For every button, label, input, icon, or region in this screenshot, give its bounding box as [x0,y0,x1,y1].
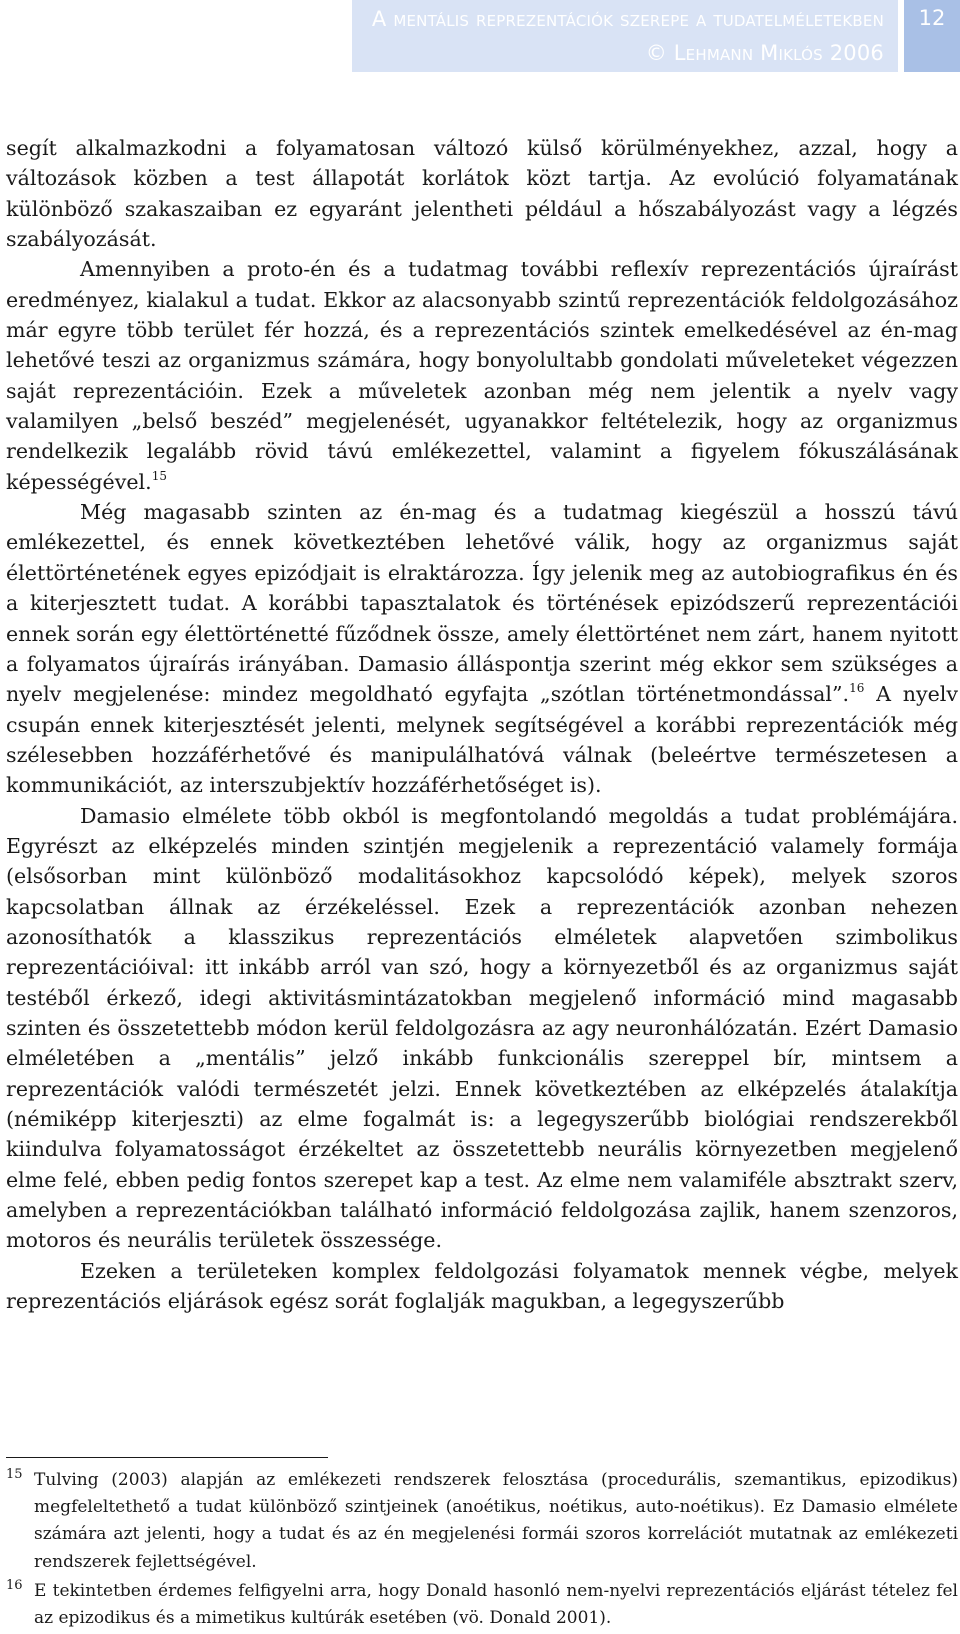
footnote-text: Tulving (2003) alapján az emlékezeti rendszerek felosztása (procedurális, szemantikus, epizodikus) megfeleltethető a tudat különböző szintjeinek (anoétikus, noétikus, auto-noétikus). Ez Damasio elmélete számára azt jelenti, hogy a tudat és az én megjelenési formái szoros korrelációt mutatnak az emlékezeti rendszerek fejlettségével. [34,1470,958,1572]
main-text [6,133,958,1316]
paragraph-4: Damasio elmélete több okból is megfontolandó megoldás a tudat problémájára. Egyrészt az elképzelés minden szintjén megjelenik a reprezentáció valamely formája (elsősorban mint különböző modalitásokhoz kapcsolódó képek), melyek szoros kapcsolatban állnak az érzékeléssel. Ezek a reprezentációk azonban nehezen azonosíthatók a klasszikus reprezentációs elméletek alapvetően szimbolikus reprezentációival: itt inkább arról van szó, hogy a környezetből és az organizmus saját testéből érkező, idegi aktivitásmintázatokban megjelenő információ mind magasabb szinten és összetettebb módon kerül feldolgozásra az agy neuronhálózatán. Ezért Damasio elméletében a „mentális” jelző inkább funkcionális szereppel bír, mintsem a reprezentációk valódi természetét jelzi. Ennek következtében az elképzelés átalakítja (némiképp kiterjeszti) az elme fogalmát is: a legegyszerűbb biológiai rendszerekből kiindulva folyamatosságot érzékeltet az összetettebb neurális környezetben megjelenő elme felé, ebben pedig fontos szerepet kap a test. Az elme nem valamiféle absztrakt szerv, amelyben a reprezentációkban található információ feldolgozása zajlik, hanem szenzoros, motoros és neurális területek összessége. [6,803,958,1253]
footnote-number: 16 [6,1577,23,1593]
header-text-block [352,0,898,72]
header-author: © Lehmann Miklós 2006 [645,41,884,65]
page-number: 12 [904,0,960,72]
footnote-text: E tekintetben érdemes felfigyelni arra, hogy Donald hasonló nem-nyelvi reprezentációs eljárást tételez fel az epizodikus és a mimetikus kultúrák esetében (vö. Donald 2001). [34,1580,958,1629]
footnotes [6,1467,958,1634]
paragraph-5: Ezeken a területeken komplex feldolgozási folyamatok mennek végbe, melyek reprezentációs eljárások egész sorát foglalják magukban, a legegyszerűbb [6,1258,958,1314]
paragraph-2-text: Amennyiben a proto-én és a tudatmag további reflexív reprezentációs újraírást eredményez, kialakul a tudat. Ekkor az alacsonyabb szintű reprezentációk feldolgozásához már egyre több terület fér hozzá, és a reprezentációs szintek emelkedésével az én-mag lehetővé teszi az organizmus számára, hogy bonyolultabb gondolati műveleteket végezzen saját reprezentációin. Ezek a műveletek azonban még nem jelentik a nyelv vagy valamilyen „belső beszéd” megjelenését, ugyanakkor feltételezik, hogy az organizmus rendelkezik legalább rövid távú emlékezettel, valamint a figyelem fókuszálásának képességével. [6,257,958,494]
paragraph-2 [6,254,958,497]
paragraph-3-text-a: Még magasabb szinten az én-mag és a tudatmag kiegészül a hosszú távú emlékezettel, és ennek következtében lehetővé válik, hogy az organizmus saját élettörténetének egyes epizódjait is elraktározza. Így jelenik meg az autobiografikus én és a kiterjesztett tudat. A korábbi tapasztalatok és történések epizódszerű reprezentációi ennek során egy élettörténetté fűződnek össze, amely élettörténet nem zárt, hanem nyitott a folyamatos újraírás irányában. Damasio álláspontja szerint még ekkor sem szükséges a nyelv megjelenése: mindez megoldható egyfajta „szótlan történetmondással”. [6,500,958,707]
header-title: A mentális reprezentációk szerepe a tudatelméletekben [371,7,884,31]
footnote-16 [6,1578,958,1632]
footnote-number: 15 [6,1467,23,1482]
paragraph-3-text-b: A nyelv csupán ennek kiterjesztését jelenti, melynek segítségével a korábbi reprezentációk még szélesebben hozzáférhetővé és manipulálhatóvá válnak (beleértve természetesen a kommunikációt, az interszubjektív hozzáférhetőséget is). [6,682,959,798]
footnote-ref-16: 16 [849,681,865,696]
paragraph-1: segít alkalmazkodni a folyamatosan változó külső körülményekhez, azzal, hogy a változások közben a test állapotát korlátok közt tartja. Az evolúció folyamatának különböző szakaszaiban ez egyaránt jelentheti például a hőszabályozást vagy a légzés szabályozását. [6,136,958,252]
footnote-separator [6,1457,328,1458]
paragraph-3 [6,497,958,800]
running-header [0,0,960,80]
footnote-ref-15: 15 [151,468,167,483]
footnote-15 [6,1467,958,1576]
